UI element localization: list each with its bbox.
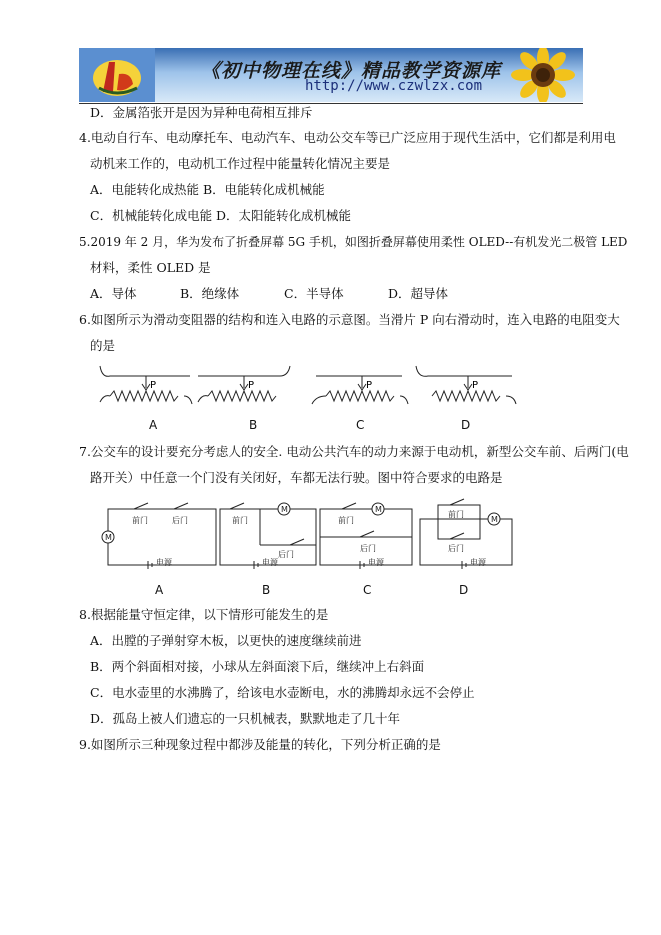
rheostat-c (312, 376, 408, 404)
header-rule (79, 103, 583, 104)
circuit-c-front: 前门 (338, 516, 354, 525)
circuit-d-front: 前门 (448, 510, 464, 519)
q5-option-d: D．超导体 (388, 286, 449, 301)
q5-option-a: A．导体 (90, 286, 137, 301)
slider-p-label-b: P (248, 380, 255, 391)
q6-label-a: A (149, 418, 158, 432)
q6-stem-2: 的是 (90, 338, 116, 353)
circuit-c-source: 电源 (368, 558, 384, 567)
q6-stem-1: 6.如图所示为滑动变阻器的结构和连入电路的示意图。当滑片 P 向右滑动时，连入电路的电阻变大 (79, 312, 620, 327)
q8-option-d: D．孤岛上被人们遗忘的一只机械表，默默地走了几十年 (90, 711, 401, 726)
q7-stem-1: 7.公交车的设计要充分考虑人的安全. 电动公共汽车的动力来源于电动机，新型公交车前、后两门(电 (79, 444, 629, 459)
q7-label-c: C (363, 583, 372, 597)
slider-p-label-d: P (472, 380, 479, 391)
q7-label-d: D (459, 583, 469, 597)
q4-stem-2: 动机来工作的，电动机工作过程中能量转化情况主要是 (90, 156, 391, 171)
q8-option-c: C．电水壶里的水沸腾了，给该电水壶断电，水的沸腾却永远不会停止 (90, 685, 475, 700)
logo-icon (79, 48, 155, 102)
q6-figure (94, 362, 524, 434)
circuit-c (320, 503, 412, 569)
q6-label-b: B (249, 418, 258, 432)
q9-stem: 9.如图所示三种现象过程中都涉及能量的转化，下列分析正确的是 (79, 737, 441, 752)
q4-options-cd: C．机械能转化成电能 D．太阳能转化成机械能 (90, 208, 352, 223)
rheostat-a (100, 366, 192, 404)
rheostat-d (416, 366, 516, 404)
sunflower-icon (503, 48, 583, 102)
q3-option-d: D．金属箔张开是因为异种电荷相互排斥 (90, 105, 313, 120)
circuit-a-front: 前门 (132, 516, 148, 525)
circuit-d (420, 499, 512, 569)
circuit-b-back: 后门 (278, 550, 294, 559)
slider-p-label-a: P (150, 380, 157, 391)
q5-option-b: B．绝缘体 (180, 286, 240, 301)
rheostat-b (198, 366, 290, 402)
q7-stem-2: 路开关）中任意一个门没有关闭好，车都无法行驶。图中符合要求的电路是 (90, 470, 503, 485)
slider-p-label-c: P (366, 380, 373, 391)
q7-label-b: B (262, 583, 271, 597)
q8-option-b: B．两个斜面相对接，小球从左斜面滚下后，继续冲上右斜面 (90, 659, 425, 674)
q6-label-d: D (461, 418, 471, 432)
circuit-d-source: 电源 (470, 558, 486, 567)
q6-label-c: C (356, 418, 365, 432)
q5-option-c: C．半导体 (284, 286, 344, 301)
q8-option-a: A．出膛的子弹射穿木板，以更快的速度继续前进 (90, 633, 362, 648)
q7-label-a: A (155, 583, 164, 597)
q4-options-ab: A．电能转化成热能 B．电能转化成机械能 (90, 182, 325, 197)
circuit-d-motor: M (491, 515, 498, 524)
q8-stem: 8.根据能量守恒定律，以下情形可能发生的是 (79, 607, 329, 622)
circuit-d-back: 后门 (448, 544, 464, 553)
circuit-a-source: 电源 (156, 558, 172, 567)
header-banner (79, 48, 583, 102)
circuit-b-front: 前门 (232, 516, 248, 525)
circuit-b-motor: M (281, 505, 288, 514)
banner-title: 《初中物理在线》精品教学资源库 (201, 60, 502, 82)
circuit-c-back: 后门 (360, 544, 376, 553)
banner-url[interactable]: http://www.czwlzx.com (305, 78, 483, 94)
q5-stem-2: 材料，柔性 OLED 是 (90, 260, 211, 275)
q5-stem-1: 5.2019 年 2 月，华为发布了折叠屏幕 5G 手机，如图折叠屏幕使用柔性 OLED--有机发光二极管 LED (79, 235, 628, 249)
circuit-c-motor: M (375, 505, 382, 514)
q7-figure (98, 495, 528, 573)
circuit-a-back: 后门 (172, 516, 188, 525)
circuit-b-source: 电源 (262, 558, 278, 567)
q4-stem-1: 4.电动自行车、电动摩托车、电动汽车、电动公交车等已广泛应用于现代生活中，它们都是利用电 (79, 130, 616, 145)
circuit-a-motor: M (105, 533, 112, 542)
